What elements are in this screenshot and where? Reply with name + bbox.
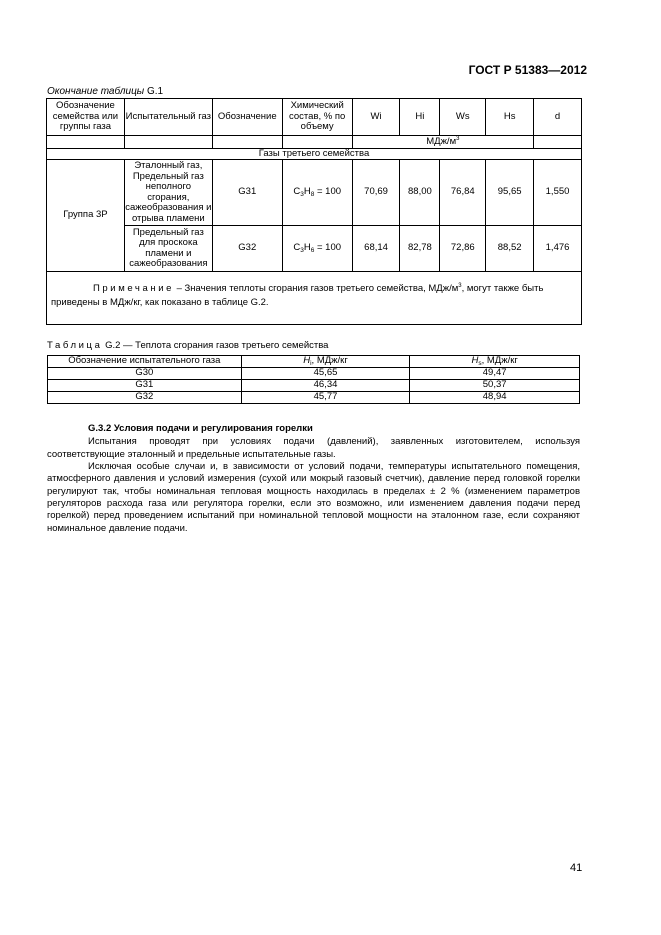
table1-unit-row [47, 136, 582, 149]
table1-note: Примечание – Значения теплоты сгорания газов третьего семейства, МДж/$м^3$, могут также быть приведены в МДж/кг, как показано в таблице G.2. [47, 272, 582, 325]
paragraph: Испытания проводят при условиях подачи (давлений), заявленных изготовителем, используя соответствующие эталонный и предельные испытательные газы. [47, 436, 580, 460]
hs-cell: 88,52 [486, 226, 534, 272]
test-gas-cell: Эталонный газ, Предельный газ неполного сгорания, сажеобразования и отрыва пламени [125, 159, 212, 224]
wi-cell: 70,69 [352, 160, 400, 226]
table2-caption [47, 340, 328, 351]
gas-cell: G31 [48, 380, 242, 392]
section-title: Газы третьего семейства [47, 148, 582, 160]
wi-cell: 68,14 [352, 226, 400, 272]
unit-cell: МДж/$м^3$ [352, 136, 533, 149]
ws-cell: 72,86 [440, 226, 486, 272]
hi-cell: 82,78 [400, 226, 440, 272]
note-label: Примечание [93, 283, 174, 295]
test-gas-cell: Предельный газ для проскока пламени и сажеобразования [124, 226, 212, 272]
hi-cell: 46,34 [241, 380, 410, 392]
gas-cell: G32 [48, 392, 242, 404]
header-hi-mj-kg: $H_i$, МДж/кг [241, 356, 410, 368]
table-row [48, 368, 580, 380]
d-cell: 1,476 [534, 226, 582, 272]
table1-caption-label: Окончание таблицы [47, 86, 145, 97]
table2-header-row [48, 356, 580, 368]
header-wi: Wi [352, 99, 400, 136]
table1-header-row [47, 99, 582, 136]
formula-cell: $C_3H_6 = 100$ [282, 226, 352, 272]
table-row [47, 160, 582, 226]
table1-caption [47, 86, 163, 97]
section-heading: G.3.2 Условия подачи и регулирования горелки [88, 423, 313, 434]
section-g32 [47, 423, 580, 535]
table2-caption-label: Таблица [47, 340, 103, 351]
header-hs-mj-kg: $H_s$, МДж/кг [410, 356, 580, 368]
hi-cell: 88,00 [400, 160, 440, 226]
paragraph: Исключая особые случаи и, в зависимости от условий подачи, температуры испытательного помещения, атмосферного давления и условий измерения (сухой или мокрый газовый счетчик), давление перед головкой горелки регулируют так, чтобы номинальная тепловая мощность находилась в пределах ± 2 % (изменением параметров регуляторов расхода газа или регулятора горелки, если это возможно, или изменением давления подачи перед горелкой) перед проведением испытаний при номинальной тепловой мощности на эталонном газе, если сохраняют номинальное давление подачи. [47, 461, 580, 534]
header-designation: Обозначение [212, 99, 282, 136]
hs-cell: 49,47 [410, 368, 580, 380]
header-test-gas: Испытательный газ [124, 99, 212, 136]
table1-caption-number: G.1 [146, 86, 164, 97]
header-d: d [534, 99, 582, 136]
group-cell: Группа 3Р [47, 160, 125, 272]
hi-cell: 45,77 [241, 392, 410, 404]
header-test-gas-designation: Обозначение испытательного газа [48, 356, 242, 368]
table-row [48, 380, 580, 392]
table-row [48, 392, 580, 404]
d-cell: 1,550 [534, 160, 582, 226]
header-hs: Hs [486, 99, 534, 136]
heat-of-combustion-table [47, 355, 580, 404]
document-header: ГОСТ Р 51383—2012 [468, 63, 587, 77]
header-family: Обозначение семейства или группы газа [47, 99, 125, 136]
gas-characteristics-table [46, 98, 582, 325]
table-row [47, 226, 582, 272]
table2-caption-text: G.2 — Теплота сгорания газов третьего семейства [102, 340, 329, 351]
header-composition: Химический состав, % по объему [282, 99, 352, 136]
gas-cell: G30 [48, 368, 242, 380]
ws-cell: 76,84 [440, 160, 486, 226]
table1-note-row [47, 272, 582, 325]
header-hi: Hi [400, 99, 440, 136]
designation-cell: G32 [212, 226, 282, 272]
hs-cell: 48,94 [410, 392, 580, 404]
page-number: 41 [570, 862, 583, 874]
designation-cell: G31 [212, 160, 282, 226]
table1-section-row [47, 148, 582, 160]
hs-cell: 95,65 [486, 160, 534, 226]
hi-cell: 45,65 [241, 368, 410, 380]
header-ws: Ws [440, 99, 486, 136]
formula-cell: $C_3H_8 = 100$ [282, 160, 352, 226]
hs-cell: 50,37 [410, 380, 580, 392]
